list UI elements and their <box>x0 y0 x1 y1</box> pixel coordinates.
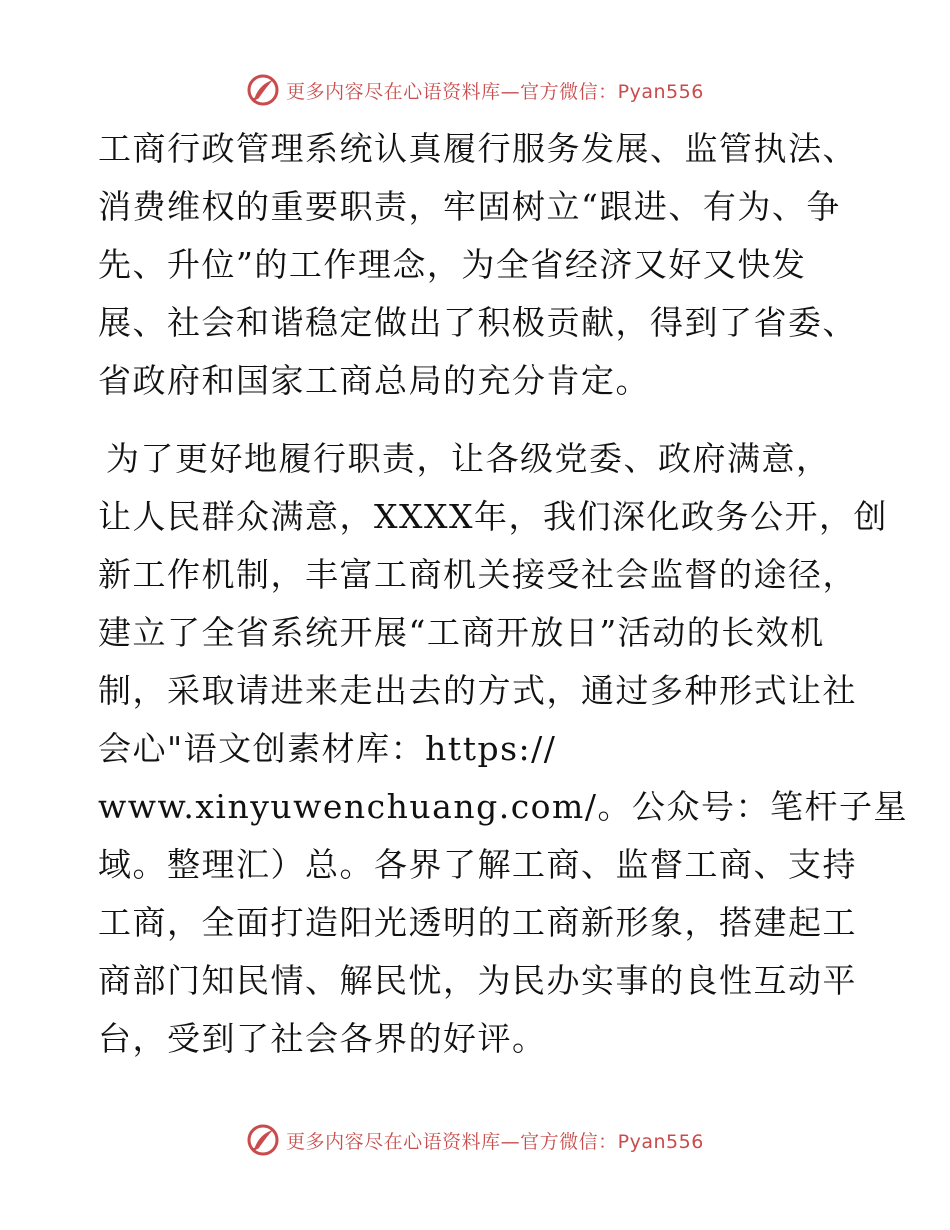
text-line: 工商行政管理系统认真履行服务发展、监管执法、 <box>98 129 857 168</box>
text-line: 让人民群众满意，XXXX年，我们深化政务公开，创 <box>98 497 888 536</box>
text-line: 建立了全省系统开展“工商开放日”活动的长效机 <box>98 613 825 652</box>
paragraph-spacer <box>98 410 858 430</box>
text-line: 会心"语文创素材库：https:// <box>98 729 557 768</box>
footer-banner-text: 更多内容尽在心语资料库—官方微信：Pyan556 <box>286 1130 704 1153</box>
text-line: 消费维权的重要职责，牢固树立“跟进、有为、争 <box>98 187 841 226</box>
text-line: 工商，全面打造阳光透明的工商新形象，搭建起工 <box>98 903 857 942</box>
text-line: 展、社会和谐稳定做出了积极贡献，得到了省委、 <box>98 303 857 342</box>
footer-banner-content <box>246 1123 704 1157</box>
text-line: 省政府和国家工商总局的充分肯定。 <box>98 361 650 400</box>
text-line: 制，采取请进来走出去的方式，通过多种形式让社 <box>98 671 857 710</box>
footer-banner <box>0 1120 950 1160</box>
ink-brush-logo-icon <box>246 73 280 107</box>
text-line: 先、升位”的工作理念，为全省经济又好又快发 <box>98 245 807 284</box>
text-line: 域。整理汇）总。各界了解工商、监督工商、支持 <box>98 845 857 884</box>
text-line: 商部门知民情、解民忧，为民办实事的良性互动平 <box>98 961 857 1000</box>
document-body <box>98 120 908 1068</box>
text-line: 为了更好地履行职责，让各级党委、政府满意， <box>106 439 831 478</box>
text-line: 新工作机制，丰富工商机关接受社会监督的途径， <box>98 555 857 594</box>
header-banner-content <box>246 73 704 107</box>
header-banner-text: 更多内容尽在心语资料库—官方微信：Pyan556 <box>286 80 704 103</box>
ink-brush-logo-icon <box>246 1123 280 1157</box>
paragraph-1 <box>98 120 858 410</box>
header-banner <box>0 70 950 110</box>
paragraph-2 <box>98 430 908 1068</box>
text-line: 台，受到了社会各界的好评。 <box>98 1019 547 1058</box>
text-line: www.xinyuwenchuang.com/。公众号：笔杆子星 <box>98 787 908 826</box>
